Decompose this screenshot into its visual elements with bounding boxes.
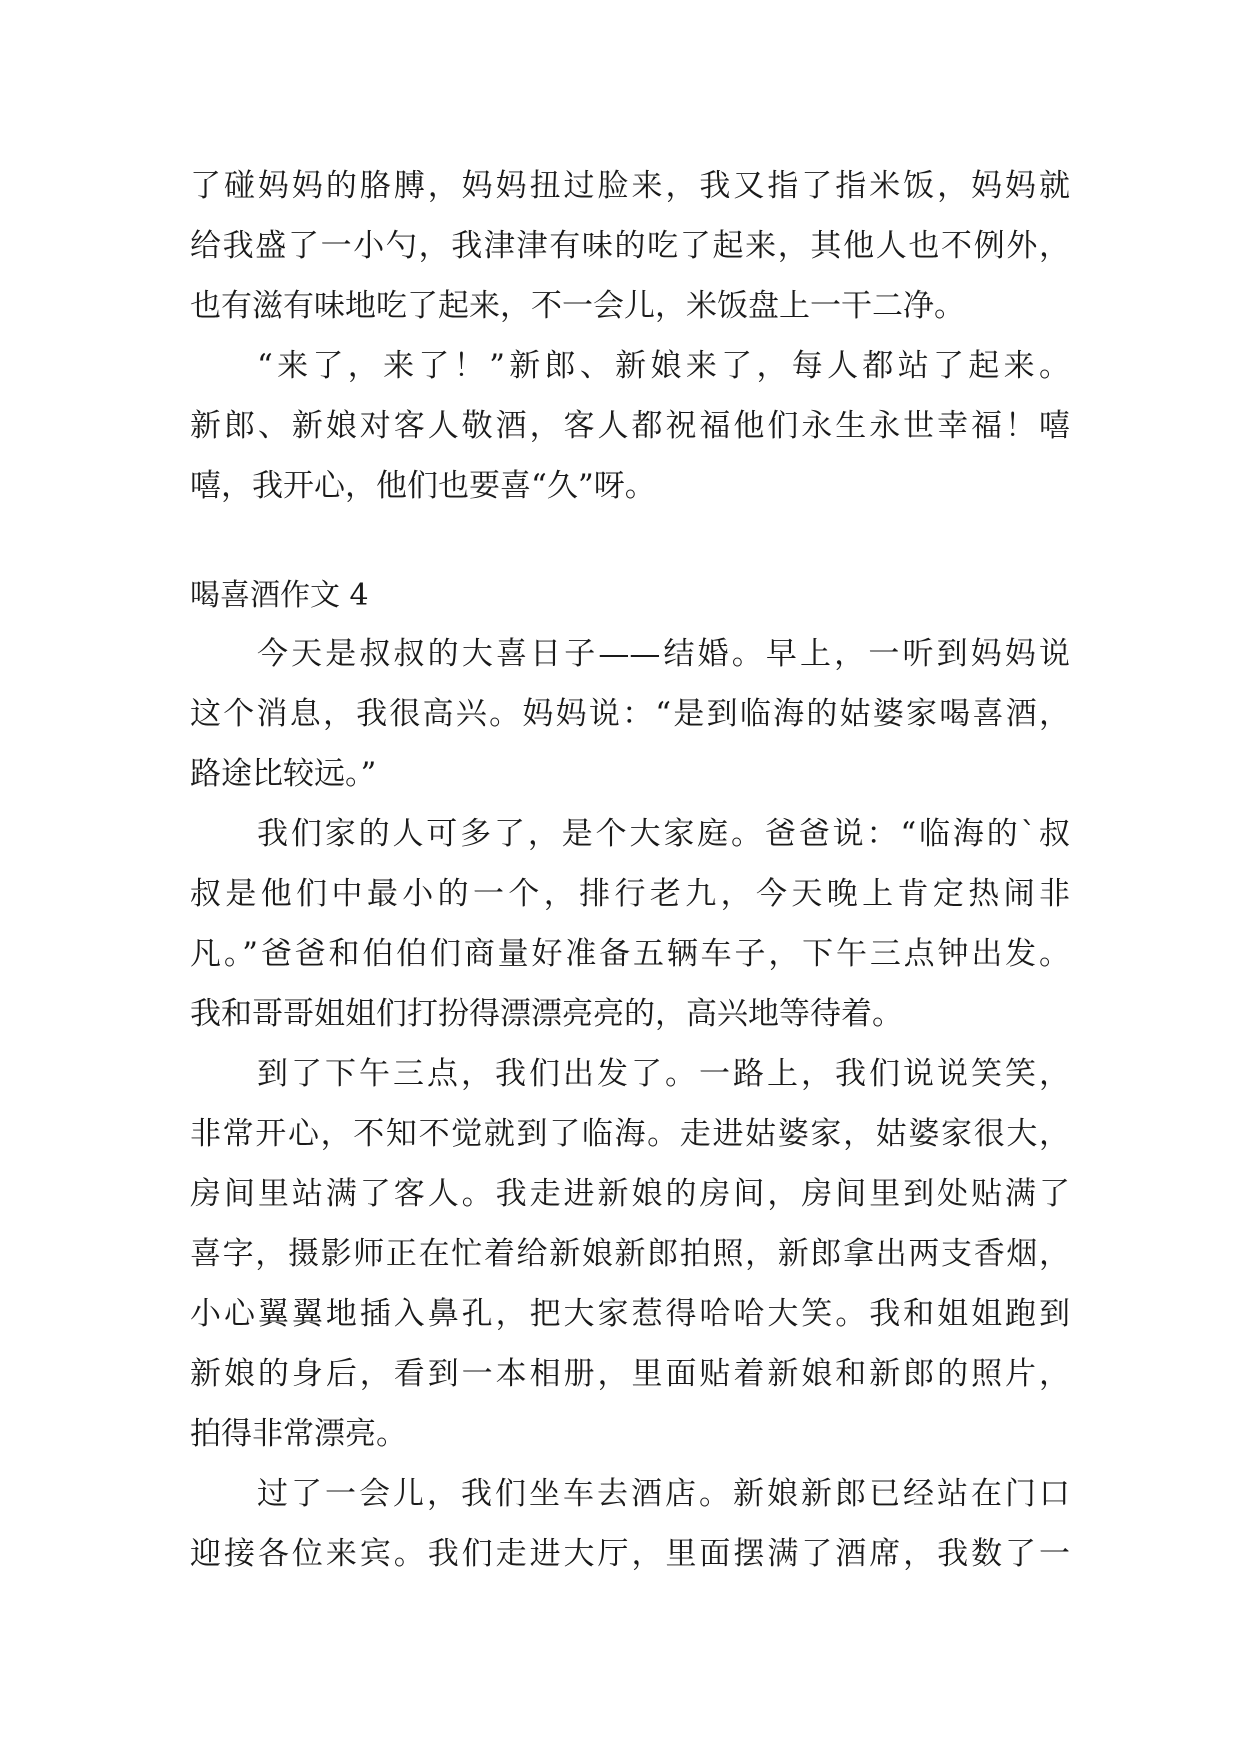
text-line: 了碰妈妈的胳膊，妈妈扭过脸来，我又指了指米饭，妈妈就 (190, 168, 1070, 204)
text-line: 小心翼翼地插入鼻孔，把大家惹得哈哈大笑。我和姐姐跑到 (190, 1296, 1070, 1332)
text-line: 迎接各位来宾。我们走进大厅，里面摆满了酒席，我数了一 (190, 1536, 1070, 1572)
text-line: 拍得非常漂亮。 (190, 1416, 407, 1452)
text-line: 非常开心，不知不觉就到了临海。走进姑婆家，姑婆家很大， (190, 1116, 1070, 1152)
text-line: 新郎、新娘对客人敬酒，客人都祝福他们永生永世幸福！嘻 (190, 408, 1070, 444)
text-line: 到了下午三点，我们出发了。一路上，我们说说笑笑， (257, 1056, 1070, 1092)
text-line: 给我盛了一小勺，我津津有味的吃了起来，其他人也不例外， (190, 228, 1070, 264)
section-heading: 喝喜酒作文 4 (190, 578, 369, 613)
text-line: 新娘的身后，看到一本相册，里面贴着新娘和新郎的照片， (190, 1356, 1070, 1392)
text-line: 路途比较远。” (190, 756, 377, 792)
text-line: 喜字，摄影师正在忙着给新娘新郎拍照，新郎拿出两支香烟， (190, 1236, 1070, 1272)
text-line: 这个消息，我很高兴。妈妈说：“是到临海的姑婆家喝喜酒， (190, 696, 1070, 732)
text-line: 过了一会儿，我们坐车去酒店。新娘新郎已经站在门口 (257, 1476, 1070, 1512)
text-line: 我和哥哥姐姐们打扮得漂漂亮亮的，高兴地等待着。 (190, 996, 903, 1032)
text-line: 嘻，我开心，他们也要喜“久”呀。 (190, 468, 656, 504)
text-line: 也有滋有味地吃了起来，不一会儿，米饭盘上一干二净。 (190, 288, 965, 324)
text-line: 凡。”爸爸和伯伯们商量好准备五辆车子，下午三点钟出发。 (190, 936, 1070, 972)
text-line: “来了，来了！”新郎、新娘来了，每人都站了起来。 (257, 348, 1070, 384)
text-line: 我们家的人可多了，是个大家庭。爸爸说：“临海的`叔 (257, 816, 1070, 852)
text-line: 叔是他们中最小的一个，排行老九，今天晚上肯定热闹非 (190, 876, 1070, 912)
text-line: 今天是叔叔的大喜日子——结婚。早上，一听到妈妈说 (257, 636, 1070, 672)
text-line: 房间里站满了客人。我走进新娘的房间，房间里到处贴满了 (190, 1176, 1070, 1212)
